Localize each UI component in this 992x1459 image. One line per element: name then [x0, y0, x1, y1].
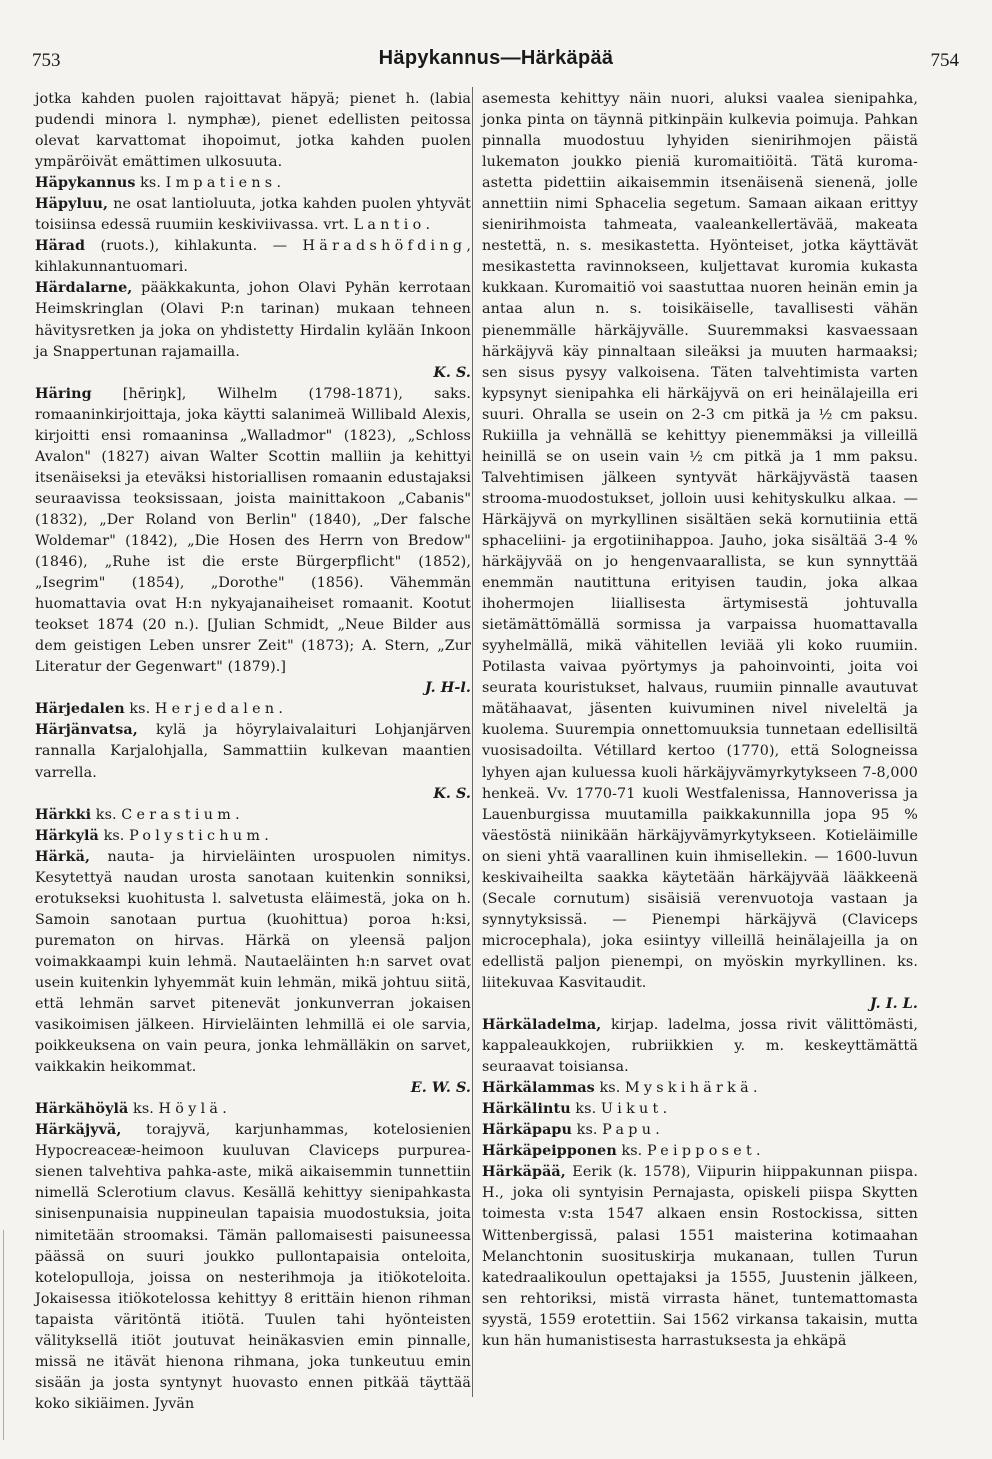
- entry-tail: .: [264, 827, 269, 844]
- entry-text: ks.: [616, 1143, 647, 1160]
- right-column: [482, 89, 918, 1352]
- entry-text: kirjap. ladelma, jossa rivit välittömästi, kappaleaukkojen, rubriikkien y. m. keskeyttämättä seuraavat toisiansa.: [482, 1017, 918, 1076]
- entry-tail: .: [222, 1101, 227, 1118]
- cross-reference: Herjedalen: [154, 701, 279, 718]
- article-entry: [35, 384, 471, 679]
- entry-tail: .: [425, 217, 431, 234]
- article-entry: [482, 1099, 918, 1120]
- article-entry: [35, 236, 471, 278]
- entry-headword: Härkäpapu: [482, 1122, 573, 1139]
- entry-text: torajyvä, karjunhammas, kotelosienien Hypocreaceæ-heimoon kuuluvan Claviceps purpurea-sienen talvehtiva pahka-aste, mikä aikaisemmin tunnettiin nimellä Sclerotium clavus. Kesällä kehittyy sienipahkasta sinisenpunaisia nuppineulan tapaisia muodostuksia, joita nimitetään stroomaksi. Tämän pallomaisesti paisuneessa päässä on suuri joukko pullontapaisia onteloita, kotelopulloja, joissa on nesterihmoja ja itiökoteloita. Jokaisessa itiökotelossa kehittyy 8 erittäin hienon rihman tapaista väritöntä itiötä. Tuulen tahi hyönteisten välityksellä itiöt joutuvat heinäkasvien emin pinnalle, missä ne itävät hienona rihmana, joka tunkeutuu emin sisään ja josta syntynyt huovasto ennen pitkää täyttää koko sikiäimen. Jyvän: [35, 1122, 471, 1412]
- right-page-number: 754: [930, 50, 959, 71]
- entry-tail: .: [276, 175, 282, 192]
- page-title: Häpykannus—Härkäpää: [378, 47, 614, 69]
- article-entry: [482, 1078, 918, 1099]
- cross-reference: Häradshöfding: [302, 238, 467, 255]
- entry-tail: , kihlakunnantuomari.: [35, 238, 471, 276]
- entry-text: ks.: [594, 1080, 625, 1097]
- page-edge-mark: [3, 1230, 4, 1440]
- entry-text: ks.: [124, 701, 155, 718]
- entry-headword: Härkäjyvä,: [35, 1122, 122, 1139]
- entry-headword: Härkälintu: [482, 1101, 571, 1118]
- entry-headword: Härkäladelma,: [482, 1017, 602, 1034]
- entry-text: ks.: [128, 1101, 159, 1118]
- entry-text: [hēriŋk], Wilhelm (1798-1871), saks. romaaninkirjoittaja, joka käytti salanimeä Willibald Alexis, kirjoitti ensi romaaninsa „Walladmor" (1823), „Schloss Avalon" (1827) aivan Walter Scottin malliin ja kehittyi itsenäiseksi ja eteväksi historiallisen romaanin edustajaksi seuraavissa teoksissaan, joista mainittakoon „Cabanis" (1832), „Der Roland von Berlin" (1840), „Der falsche Woldemar" (1842), „Die Hosen des Herrn von Bredow" (1846), „Ruhe ist die erste Bürgerpflicht" (1852), „Isegrim" (1854), „Dorothe" (1856). Vähemmän huomattavia ovat H:n nykyajanaiheiset romaanit. Kootut teokset 1874 (20 n.). [Julian Schmidt, „Neue Bilder aus dem geistigen Leben unsrer Zeit" (1873); A. Stern, „Zur Literatur der Gegenwart" (1879).]: [35, 385, 471, 676]
- entry-text: ks.: [570, 1101, 601, 1118]
- author-signature: K. S.: [433, 785, 471, 802]
- cross-reference: Myskihärkä: [624, 1080, 753, 1097]
- cross-reference: Uikut: [600, 1101, 663, 1118]
- cross-reference: Peipposet: [646, 1143, 757, 1160]
- article-entry: [35, 847, 471, 1079]
- entry-headword: Härkälammas: [482, 1080, 595, 1097]
- cross-reference: Impatiens: [165, 175, 277, 192]
- entry-headword: Härkähöylä: [35, 1101, 129, 1118]
- entry-headword: Häpykannus: [35, 175, 136, 192]
- article-entry: [482, 1162, 918, 1351]
- cross-reference: Höylä: [158, 1101, 223, 1118]
- author-signature: E. W. S.: [410, 1080, 471, 1097]
- left-page-number: 753: [32, 50, 61, 71]
- entry-headword: Härad: [35, 238, 86, 255]
- entry-text: asemesta kehittyy näin nuori, aluksi vaalea sienipahka, jonka pinta on täynnä pitkinpäin kulkevia poimuja. Pahkan pinnalla muodostuu lyhyiden sienirihmojen päistä lukematon joukko pieniä kuromaitiöitä. Tätä kuroma-astetta pidettiin aikaisemmin itsenäisenä sienenä, jolle annettiin nimi Sphacelia segetum. Samaan aikaan erittyy sienirihmoista tahmeata, vaaleankellertävää, makeata nestettä, n. s. mesikastetta. Hyönteiset, jotka käyttävät mesikastetta ravinnokseen, kuljettavat kuromia kukasta kukkaan. Kuromaitiö voi saastuttaa nuoren heinän emin ja antaa alun n. s. toisikäiselle, tavallisesti vähän pienemmälle härkäjyvälle. Suuremmaksi kasvaessaan härkäjyvä käy pinnaltaan sileäksi ja muuten harmaaksi; sen sisus pysyy valkoisena. Täten talvehtimista varten kypsynyt sienipahka eli härkäjyvä on eri heinälajeilla eri suuri. Ohralla se usein on 2-3 cm pitkä ja ½ cm paksu. Rukiilla ja vehnällä se kehittyy pienemmäksi ja villeillä heinillä se on usein vain ½ cm pitkä ja 1 mm paksu. Talvehtimisen jälkeen syntyvät härkäjyvästä taasen strooma-muodostukset, jolloin uusi kehityskulku alkaa. — Härkäjyvä on myrkyllinen sisältäen sekä kornutiinia että sphaceliini- ja ergotiinihappoa. Jauho, joka sisältää 3-4 % härkäjyvää on jo hengenvaarallista, se kun synnyttää enemmän nautittuna erityisen taudin, joka alkaa ihohermojen liiallisesta ärtymisestä johtuvalla sietämättömällä sormissa ja varpaissa huomattavalla syyhelmällä, mikä vähitellen leviää yli koko ruumiin. Potilasta vaivaa pyörtymys ja pahoinvointi, joita voi seurata kouristukset, halvaus, ruumiin pinnalle avautuvat mätähaavat, jäsenten kuivuminen nivel niveleltä ja kuolema. Suurempia onnettomuuksia tunnetaan edellisiltä vuosisadoilta. Vétillard kertoo (1770), että Sologneissa lyhyen ajan kuluessa kuoli härkäjyvämyrkytykseen 7-8,000 henkeä. Vv. 1770-71 kuoli Westfalenissa, Hannoverissa ja Lauenburgissa muutamilla paikkakunnilla jopa 95 % väestöstä niinikään härkäjyvämyrkytykseen. Kotieläimille on sieni yhtä vaarallinen kuin ihmisellekin. — 1600-luvun keskivaiheilta saakka käytetään härkäjyvää lääkkeenä (Secale cornutum) sisäisiä verenvuotoja vastaan ja synnytyksissä. — Pienempi härkäjyvä (Claviceps microcephala), joka esiintyy villeillä heinälajeilla ja on edellistä paljon pienempi, on myöskin myrkyllinen. ks. liitekuvaa Kasvitaudit.: [482, 91, 918, 991]
- article-continuation: [35, 89, 471, 173]
- entry-text: Eerik (k. 1578), Viipurin hiippakunnan piispa. H., joka oli syntyisin Pernajasta, opiskeli piispa Skytten toimesta v:sta 1547 alkaen ensin Rostockissa, sitten Wittenbergissä, palasi 1551 maisterina kotimaahan Melanchtonin suosituskirja mukanaan, tullen Turun katedraalikoulun opettajaksi ja 1555, Juustenin jälkeen, sen rehtoriksi, mistä virrasta hänet, tuntemattomasta syystä, 1559 erotettiin. Sai 1562 virkansa takaisin, mutta kun hän humanistisesta harrastuksesta ja ehkäpä: [482, 1164, 918, 1349]
- cross-reference: Cerastium: [121, 806, 236, 823]
- article-entry: [35, 720, 471, 783]
- entry-tail: .: [235, 806, 240, 823]
- entry-tail: .: [278, 701, 284, 718]
- column-divider: [472, 87, 473, 1397]
- entry-text: jotka kahden puolen rajoittavat häpyä; pienet h. (labia pudendi minora l. nymphæ), pienet edellisten peitossa olevat karvattomat ihopoimut, jotka kahden puolen ympäröivät emättimen ulkosuuta.: [35, 91, 471, 171]
- entry-tail: .: [655, 1122, 660, 1139]
- article-entry: [35, 1099, 471, 1120]
- entry-text: ks.: [98, 827, 130, 844]
- article-entry: [35, 194, 471, 236]
- entry-headword: Härkylä: [35, 827, 99, 844]
- entry-text: kylä ja höyrylaivalaituri Lohjanjärven rannalla Karjalohjalla, Sammattiin kulkevan maantien varrella.: [35, 722, 471, 781]
- entry-text: ks.: [572, 1122, 603, 1139]
- entry-headword: Härkki: [35, 806, 92, 823]
- article-entry: [482, 1120, 918, 1141]
- entry-tail: .: [756, 1143, 761, 1160]
- entry-tail: .: [662, 1101, 668, 1118]
- page-header: [0, 47, 992, 77]
- left-column: [35, 89, 471, 1415]
- article-entry: [35, 826, 471, 847]
- entry-headword: Häring: [35, 385, 92, 402]
- entry-text: ks.: [135, 175, 166, 192]
- entry-headword: Härkä,: [35, 848, 91, 865]
- entry-headword: Häpyluu,: [35, 196, 109, 213]
- entry-headword: Härkäpää,: [482, 1164, 566, 1181]
- author-signature: J. H-l.: [424, 680, 471, 697]
- entry-headword: Härjedalen: [35, 701, 125, 718]
- article-continuation: [482, 89, 918, 994]
- entry-text: pääkkakunta, johon Olavi Pyhän kerrotaan Heimskringlan (Olavi P:n tarinan) mukaan tehneen hävitysretken ja joka on yhdistetty Hirdalin kylään Inkoon ja Snappertunan rajamailla.: [35, 280, 471, 360]
- author-signature: K. S.: [433, 364, 471, 381]
- entry-headword: Härjänvatsa,: [35, 722, 138, 739]
- entry-headword: Härdalarne,: [35, 280, 133, 297]
- cross-reference: Polystichum: [129, 827, 265, 844]
- entry-text: (ruots.), kihlakunta. —: [85, 238, 303, 255]
- article-entry: [35, 278, 471, 362]
- article-entry: [35, 1120, 471, 1415]
- entry-text: ks.: [91, 806, 122, 823]
- cross-reference: Lantio: [353, 217, 426, 234]
- article-entry: [35, 699, 471, 720]
- article-entry: [35, 173, 471, 194]
- article-entry: [35, 805, 471, 826]
- entry-tail: .: [752, 1080, 758, 1097]
- author-signature: J. I. L.: [869, 996, 918, 1013]
- entry-text: ne osat lantioluuta, jotka kahden puolen yhtyvät toisiinsa edessä ruumiin keskiviivassa. vrt.: [35, 196, 471, 234]
- article-entry: [482, 1015, 918, 1078]
- cross-reference: Papu: [602, 1122, 656, 1139]
- entry-headword: Härkäpeipponen: [482, 1143, 617, 1160]
- article-entry: [482, 1141, 918, 1162]
- entry-text: nauta- ja hirvieläinten urospuolen nimitys. Kesytettyä naudan urosta sanotaan kuitenkin sonniksi, erotukseksi kuohitusta l. salvetusta eläimestä, joka on h. Samoin sanotaan purtua (kuohittua) poroa h:ksi, purematon on hirvas. Härkä on yleensä paljon voimakkaampi kuin lehmä. Nautaeläinten h:n sarvet ovat usein kuitenkin lyhyemmät kuin lehmän, mikä johtuu siitä, että lehmän sarvet pitenevät jonkunverran jokaisen vasikoimisen jälkeen. Hirvieläinten lehmillä ei ole sarvia, poikkeuksena on vain peura, jonka lehmälläkin on sarvet, vaikkakin heikommat.: [35, 848, 471, 1076]
